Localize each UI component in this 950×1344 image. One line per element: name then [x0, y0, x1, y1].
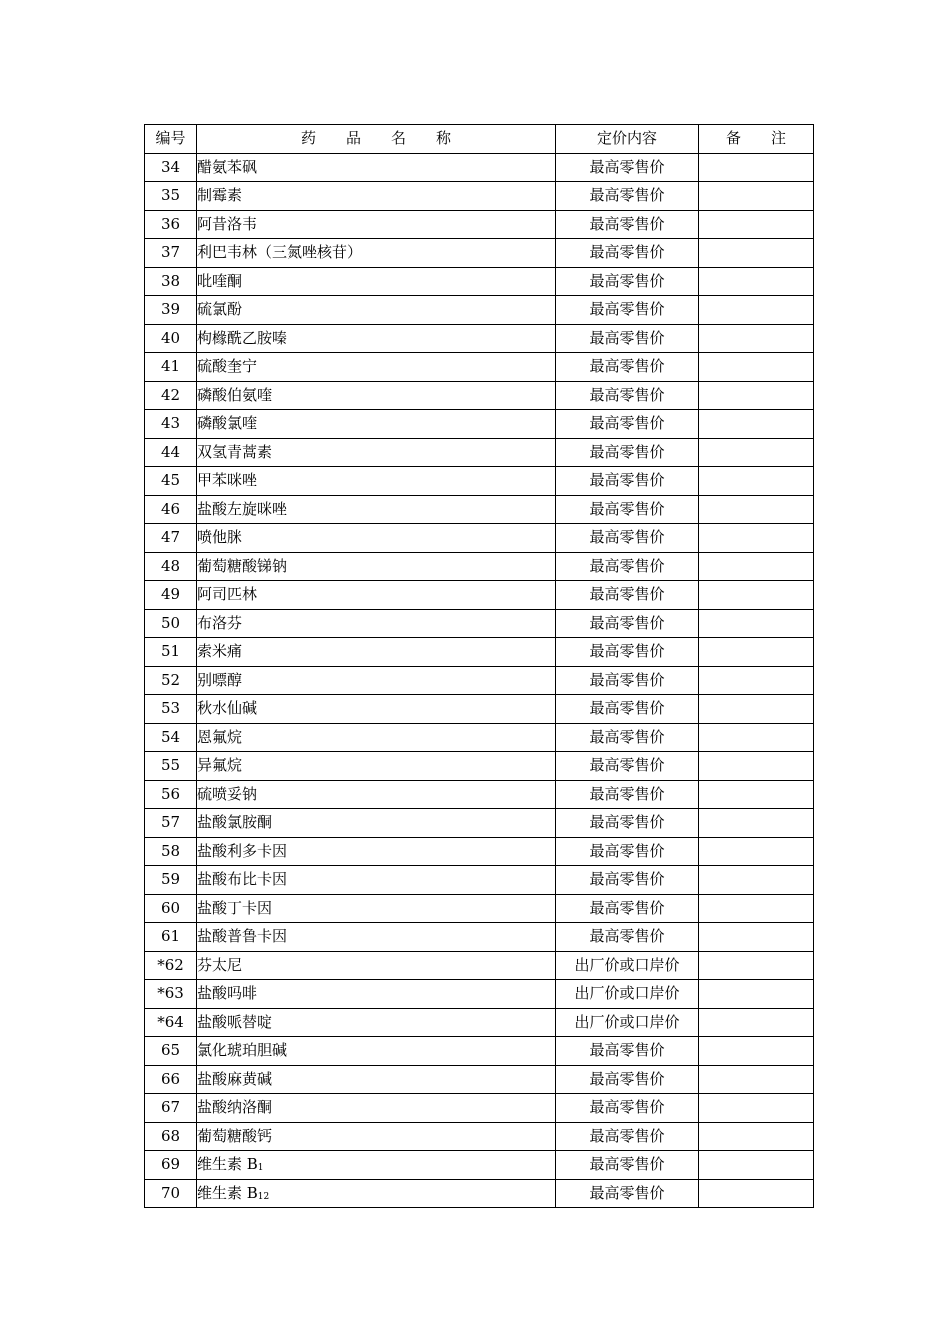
row-number: 69	[145, 1151, 197, 1180]
drug-name-text: 盐酸哌替啶	[197, 1012, 273, 1031]
drug-name-text: 甲苯咪唑	[197, 471, 258, 489]
drug-name	[197, 581, 556, 610]
table-row	[145, 1008, 814, 1037]
drug-name	[197, 866, 556, 895]
table-row	[145, 980, 814, 1009]
pricing-content: 最高零售价	[556, 581, 699, 610]
table-row	[145, 410, 814, 439]
remarks	[699, 866, 814, 895]
pricing-content: 最高零售价	[556, 780, 699, 809]
drug-name-text: 维生素 B	[197, 1183, 258, 1202]
remarks	[699, 410, 814, 439]
row-number: 65	[145, 1037, 197, 1066]
remarks	[699, 752, 814, 781]
drug-name	[197, 324, 556, 353]
table-row	[145, 1151, 814, 1180]
pricing-content: 最高零售价	[556, 609, 699, 638]
pricing-content: 最高零售价	[556, 353, 699, 382]
remarks	[699, 581, 814, 610]
drug-name-text: 枸橼酰乙胺嗪	[197, 328, 288, 347]
drug-price-table	[144, 124, 814, 1208]
drug-name-text: 异氟烷	[197, 756, 243, 774]
pricing-content: 最高零售价	[556, 894, 699, 923]
drug-name-text: 硫氯酚	[197, 300, 243, 318]
drug-name-text: 盐酸丁卡因	[197, 898, 273, 917]
pricing-content: 最高零售价	[556, 467, 699, 496]
drug-name-text: 葡萄糖酸钙	[197, 1126, 273, 1145]
drug-name	[197, 1094, 556, 1123]
drug-name	[197, 837, 556, 866]
pricing-content: 最高零售价	[556, 1179, 699, 1208]
row-number: 55	[145, 752, 197, 781]
drug-name-text: 氯化琥珀胆碱	[197, 1041, 288, 1059]
pricing-content: 最高零售价	[556, 1037, 699, 1066]
drug-name	[197, 467, 556, 496]
drug-name	[197, 353, 556, 382]
table-row	[145, 552, 814, 581]
row-number: 58	[145, 837, 197, 866]
table-row	[145, 1094, 814, 1123]
pricing-content: 最高零售价	[556, 866, 699, 895]
remarks	[699, 780, 814, 809]
drug-name	[197, 609, 556, 638]
pricing-content: 最高零售价	[556, 837, 699, 866]
remarks	[699, 1179, 814, 1208]
row-number: 36	[145, 210, 197, 239]
drug-name-text: 盐酸利多卡因	[197, 841, 288, 860]
row-number: 54	[145, 723, 197, 752]
remarks	[699, 666, 814, 695]
drug-name-text: 索米痛	[197, 642, 243, 660]
drug-name	[197, 666, 556, 695]
remarks	[699, 695, 814, 724]
drug-name-text: 吡喹酮	[197, 271, 243, 290]
drug-name-subscript: 12	[257, 1191, 270, 1202]
drug-name	[197, 1179, 556, 1208]
table-row	[145, 239, 814, 268]
remarks	[699, 353, 814, 382]
drug-name-text: 阿司匹林	[197, 585, 258, 603]
pricing-content: 最高零售价	[556, 495, 699, 524]
remarks	[699, 153, 814, 182]
drug-name-text: 别嘌醇	[197, 670, 243, 689]
row-number: 40	[145, 324, 197, 353]
row-number: 44	[145, 438, 197, 467]
remarks	[699, 1122, 814, 1151]
row-number: *64	[145, 1008, 197, 1037]
table-row	[145, 524, 814, 553]
row-number: 42	[145, 381, 197, 410]
row-number: 60	[145, 894, 197, 923]
remarks	[699, 467, 814, 496]
drug-name	[197, 951, 556, 980]
table-row	[145, 780, 814, 809]
drug-name	[197, 381, 556, 410]
table-row	[145, 752, 814, 781]
drug-name	[197, 239, 556, 268]
table-row	[145, 837, 814, 866]
remarks	[699, 1008, 814, 1037]
table-row	[145, 467, 814, 496]
table-row	[145, 723, 814, 752]
remarks	[699, 182, 814, 211]
table-row	[145, 353, 814, 382]
row-number: 66	[145, 1065, 197, 1094]
drug-name-text: 恩氟烷	[197, 727, 243, 746]
remarks	[699, 239, 814, 268]
table-row	[145, 666, 814, 695]
drug-name	[197, 1065, 556, 1094]
remarks	[699, 1037, 814, 1066]
pricing-content: 最高零售价	[556, 267, 699, 296]
table-row	[145, 182, 814, 211]
remarks	[699, 609, 814, 638]
drug-name	[197, 410, 556, 439]
pricing-content: 出厂价或口岸价	[556, 1008, 699, 1037]
drug-name-text: 醋氨苯砜	[197, 157, 258, 176]
row-number: 48	[145, 552, 197, 581]
table-row	[145, 381, 814, 410]
drug-name	[197, 723, 556, 752]
drug-name	[197, 1008, 556, 1037]
row-number: 52	[145, 666, 197, 695]
row-number: 38	[145, 267, 197, 296]
remarks	[699, 324, 814, 353]
row-number: 53	[145, 695, 197, 724]
table-header-row	[145, 125, 814, 154]
drug-name-text: 盐酸普鲁卡因	[197, 927, 288, 945]
pricing-content: 最高零售价	[556, 1094, 699, 1123]
drug-name	[197, 296, 556, 325]
drug-name	[197, 182, 556, 211]
remarks	[699, 980, 814, 1009]
remarks	[699, 267, 814, 296]
table-row	[145, 1122, 814, 1151]
pricing-content: 最高零售价	[556, 752, 699, 781]
remarks	[699, 524, 814, 553]
pricing-content: 出厂价或口岸价	[556, 980, 699, 1009]
drug-name	[197, 438, 556, 467]
drug-name-text: 盐酸布比卡因	[197, 870, 288, 888]
drug-name-text: 利巴韦林（三氮唑核苷）	[197, 243, 363, 261]
header-drug-name: 药 品 名 称	[197, 125, 556, 154]
table-row	[145, 581, 814, 610]
table-row	[145, 866, 814, 895]
drug-name	[197, 1122, 556, 1151]
row-number: 37	[145, 239, 197, 268]
drug-name	[197, 495, 556, 524]
remarks	[699, 951, 814, 980]
drug-name-text: 硫酸奎宁	[197, 357, 258, 375]
drug-name-text: 盐酸氯胺酮	[197, 813, 273, 831]
pricing-content: 最高零售价	[556, 410, 699, 439]
row-number: 49	[145, 581, 197, 610]
remarks	[699, 1151, 814, 1180]
pricing-content: 最高零售价	[556, 438, 699, 467]
pricing-content: 最高零售价	[556, 182, 699, 211]
table-row	[145, 894, 814, 923]
drug-name	[197, 752, 556, 781]
row-number: 50	[145, 609, 197, 638]
pricing-content: 最高零售价	[556, 1151, 699, 1180]
drug-name-text: 盐酸纳洛酮	[197, 1098, 273, 1116]
row-number: 51	[145, 638, 197, 667]
row-number: 59	[145, 866, 197, 895]
drug-name	[197, 210, 556, 239]
drug-name-text: 盐酸吗啡	[197, 984, 258, 1002]
table-body	[145, 153, 814, 1208]
header-number: 编号	[145, 125, 197, 154]
drug-name-text: 磷酸氯喹	[197, 414, 258, 432]
row-number: 45	[145, 467, 197, 496]
remarks	[699, 210, 814, 239]
pricing-content: 出厂价或口岸价	[556, 951, 699, 980]
pricing-content: 最高零售价	[556, 324, 699, 353]
table-row	[145, 210, 814, 239]
remarks	[699, 1094, 814, 1123]
pricing-content: 最高零售价	[556, 1122, 699, 1151]
remarks	[699, 894, 814, 923]
row-number: 57	[145, 809, 197, 838]
remarks	[699, 438, 814, 467]
row-number: *62	[145, 951, 197, 980]
row-number: 39	[145, 296, 197, 325]
drug-name-text: 磷酸伯氨喹	[197, 385, 273, 404]
drug-name	[197, 638, 556, 667]
drug-name	[197, 267, 556, 296]
row-number: 34	[145, 153, 197, 182]
table-row	[145, 695, 814, 724]
remarks	[699, 495, 814, 524]
row-number: 35	[145, 182, 197, 211]
row-number: 46	[145, 495, 197, 524]
remarks	[699, 552, 814, 581]
table-row	[145, 296, 814, 325]
table-row	[145, 438, 814, 467]
drug-name-text: 盐酸麻黄碱	[197, 1069, 273, 1088]
drug-name	[197, 552, 556, 581]
table-row	[145, 1065, 814, 1094]
table-row	[145, 638, 814, 667]
row-number: 61	[145, 923, 197, 952]
pricing-content: 最高零售价	[556, 239, 699, 268]
row-number: 67	[145, 1094, 197, 1123]
drug-name-text: 制霉素	[197, 186, 243, 204]
drug-name	[197, 923, 556, 952]
remarks	[699, 381, 814, 410]
pricing-content: 最高零售价	[556, 153, 699, 182]
drug-name	[197, 695, 556, 724]
row-number: *63	[145, 980, 197, 1009]
remarks	[699, 923, 814, 952]
row-number: 70	[145, 1179, 197, 1208]
pricing-content: 最高零售价	[556, 524, 699, 553]
header-remarks: 备 注	[699, 125, 814, 154]
remarks	[699, 837, 814, 866]
remarks	[699, 638, 814, 667]
drug-name-text: 布洛芬	[197, 613, 243, 632]
drug-name-text: 阿昔洛韦	[197, 214, 258, 233]
row-number: 43	[145, 410, 197, 439]
pricing-content: 最高零售价	[556, 666, 699, 695]
table-row	[145, 1037, 814, 1066]
drug-name	[197, 524, 556, 553]
table-row	[145, 809, 814, 838]
drug-name-text: 芬太尼	[197, 955, 243, 974]
pricing-content: 最高零售价	[556, 210, 699, 239]
row-number: 56	[145, 780, 197, 809]
pricing-content: 最高零售价	[556, 923, 699, 952]
drug-name-text: 葡萄糖酸锑钠	[197, 556, 288, 575]
drug-name-subscript: 1	[257, 1163, 264, 1173]
drug-name	[197, 780, 556, 809]
pricing-content: 最高零售价	[556, 296, 699, 325]
row-number: 47	[145, 524, 197, 553]
pricing-content: 最高零售价	[556, 809, 699, 838]
pricing-content: 最高零售价	[556, 723, 699, 752]
drug-name-text: 喷他脒	[197, 528, 243, 546]
remarks	[699, 723, 814, 752]
table-row	[145, 609, 814, 638]
pricing-content: 最高零售价	[556, 552, 699, 581]
table-row	[145, 951, 814, 980]
header-pricing-content: 定价内容	[556, 125, 699, 154]
table-row	[145, 495, 814, 524]
pricing-content: 最高零售价	[556, 381, 699, 410]
table-row	[145, 923, 814, 952]
drug-name-text: 秋水仙碱	[197, 699, 258, 717]
drug-name-text: 硫喷妥钠	[197, 784, 258, 803]
remarks	[699, 1065, 814, 1094]
drug-name	[197, 1037, 556, 1066]
drug-name-text: 双氢青蒿素	[197, 442, 273, 461]
drug-name-text: 盐酸左旋咪唑	[197, 499, 288, 518]
remarks	[699, 809, 814, 838]
drug-name	[197, 809, 556, 838]
row-number: 41	[145, 353, 197, 382]
drug-name	[197, 980, 556, 1009]
drug-name	[197, 1151, 556, 1180]
drug-name-text: 维生素 B	[197, 1155, 258, 1173]
drug-name	[197, 894, 556, 923]
drug-name	[197, 153, 556, 182]
table-row	[145, 324, 814, 353]
pricing-content: 最高零售价	[556, 638, 699, 667]
pricing-content: 最高零售价	[556, 695, 699, 724]
table-row	[145, 1179, 814, 1208]
table-row	[145, 267, 814, 296]
pricing-content: 最高零售价	[556, 1065, 699, 1094]
table-row	[145, 153, 814, 182]
row-number: 68	[145, 1122, 197, 1151]
remarks	[699, 296, 814, 325]
